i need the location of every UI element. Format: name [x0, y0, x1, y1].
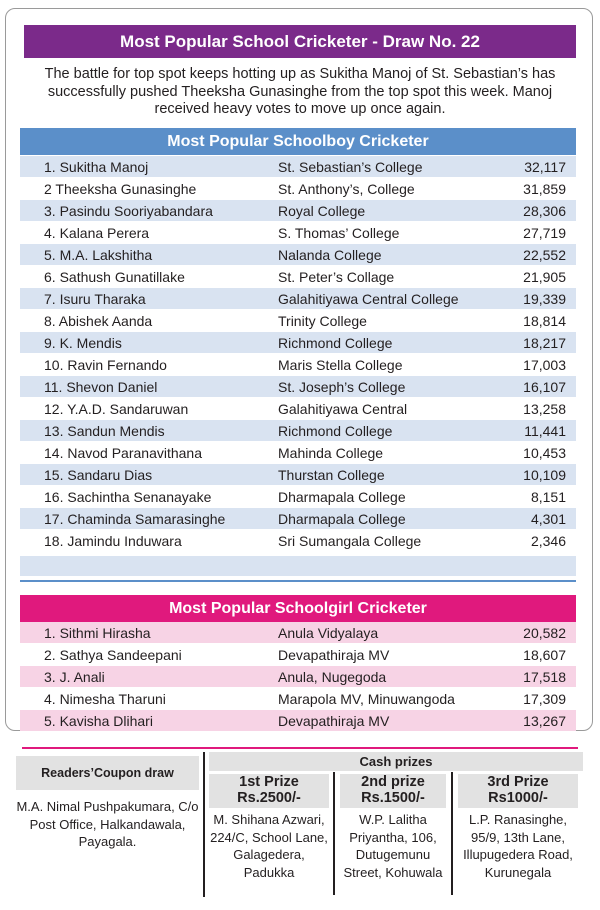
vote-count: 13,267 [523, 713, 566, 729]
school-name: Trinity College [278, 313, 367, 329]
school-name: Dharmapala College [278, 511, 406, 527]
school-name: Mahinda College [278, 445, 384, 461]
second-prize [340, 774, 446, 881]
list-item [20, 420, 576, 442]
player-name: 4. Kalana Perera [44, 225, 150, 241]
school-name: Richmond College [278, 335, 393, 351]
cash-prizes-heading: Cash prizes [209, 752, 583, 771]
school-name: Sri Sumangala College [278, 533, 422, 549]
prize-divider [333, 772, 335, 895]
player-name: 9. K. Mendis [44, 335, 122, 351]
school-name: Marapola MV, Minuwangoda [278, 691, 455, 707]
third-prize [458, 774, 578, 881]
player-name: 7. Isuru Tharaka [44, 291, 146, 307]
player-name: 14. Navod Paranavithana [44, 445, 202, 461]
footer-column-divider [203, 752, 205, 897]
player-name: 1. Sukitha Manoj [44, 159, 149, 175]
list-item [20, 288, 576, 310]
list-item [20, 398, 576, 420]
vote-count: 16,107 [523, 379, 566, 395]
vote-count: 10,453 [523, 445, 566, 461]
school-name: St. Peter’s Collage [278, 269, 395, 285]
first-prize [209, 774, 329, 881]
player-name: 10. Ravin Fernando [44, 357, 167, 373]
list-item [20, 442, 576, 464]
vote-count: 18,217 [523, 335, 566, 351]
school-name: Thurstan College [278, 467, 385, 483]
first-prize-title [209, 774, 329, 808]
list-item [20, 486, 576, 508]
footer-rule [22, 747, 578, 749]
school-name: Anula Vidyalaya [278, 625, 379, 641]
vote-count: 13,258 [523, 401, 566, 417]
vote-count: 31,859 [523, 181, 566, 197]
vote-count: 18,814 [523, 313, 566, 329]
list-item [20, 688, 576, 710]
second-prize-label: 2nd prize [361, 774, 425, 790]
list-item [20, 376, 576, 398]
school-name: Richmond College [278, 423, 393, 439]
vote-count: 28,306 [523, 203, 566, 219]
school-name: Devapathiraja MV [278, 647, 390, 663]
player-name: 15. Sandaru Dias [44, 467, 153, 483]
player-name: 12. Y.A.D. Sandaruwan [44, 401, 189, 417]
girls-ranking-list [20, 622, 576, 732]
player-name: 2. Sathya Sandeepani [44, 647, 182, 663]
list-item [20, 464, 576, 486]
player-name: 8. Abishek Aanda [44, 313, 153, 329]
player-name: 18. Jamindu Induwara [44, 533, 182, 549]
third-prize-winner: L.P. Ranasinghe, 95/9, 13th Lane, Illupugedera Road, Kurunegala [463, 812, 573, 880]
boys-ranking-list [20, 156, 576, 552]
first-prize-amount: Rs.2500/- [237, 789, 301, 806]
first-prize-label: 1st Prize [239, 774, 299, 790]
third-prize-amount: Rs1000/- [488, 789, 548, 806]
vote-count: 20,582 [523, 625, 566, 641]
vote-count: 32,117 [524, 159, 566, 175]
section-divider [20, 580, 576, 582]
list-item [20, 266, 576, 288]
school-name: Anula, Nugegoda [278, 669, 387, 685]
list-item [20, 644, 576, 666]
school-name: Devapathiraja MV [278, 713, 390, 729]
page-title: Most Popular School Cricketer - Draw No. 22 [24, 25, 576, 58]
school-name: Galahitiyawa Central [278, 401, 408, 417]
boys-list-footer-band [20, 556, 576, 576]
first-prize-winner: M. Shihana Azwari, 224/C, School Lane, Galagedera, Padukka [210, 812, 328, 880]
prize-divider [451, 772, 453, 895]
vote-count: 27,719 [523, 225, 566, 241]
school-name: Galahitiyawa Central College [278, 291, 459, 307]
second-prize-title [340, 774, 446, 808]
vote-count: 10,109 [523, 467, 566, 483]
list-item [20, 222, 576, 244]
player-name: 5. Kavisha Dlihari [44, 713, 153, 729]
player-name: 4. Nimesha Tharuni [44, 691, 166, 707]
list-item [20, 354, 576, 376]
vote-count: 17,309 [523, 691, 566, 707]
coupon-draw-heading: Readers’Coupon draw [16, 756, 199, 790]
school-name: Nalanda College [278, 247, 382, 263]
intro-paragraph: The battle for top spot keeps hotting up as Sukitha Manoj of St. Sebastian’s has successfully pushed Theeksha Gunasinghe from the top spot this week. Manoj received heavy votes to move up once again. [44, 66, 556, 117]
vote-count: 17,518 [523, 669, 566, 685]
third-prize-label: 3rd Prize [487, 774, 549, 790]
player-name: 16. Sachintha Senanayake [44, 489, 212, 505]
list-item [20, 666, 576, 688]
list-item [20, 332, 576, 354]
player-name: 3. J. Anali [44, 669, 105, 685]
girls-section-heading: Most Popular Schoolgirl Cricketer [20, 595, 576, 622]
player-name: 1. Sithmi Hirasha [44, 625, 151, 641]
list-item [20, 710, 576, 732]
vote-count: 19,339 [523, 291, 566, 307]
school-name: Royal College [278, 203, 366, 219]
school-name: Dharmapala College [278, 489, 406, 505]
school-name: S. Thomas’ College [278, 225, 400, 241]
list-item [20, 178, 576, 200]
vote-count: 4,301 [530, 511, 566, 527]
list-item [20, 200, 576, 222]
player-name: 3. Pasindu Sooriyabandara [44, 203, 213, 219]
school-name: St. Anthony’s, College [278, 181, 415, 197]
vote-count: 17,003 [523, 357, 566, 373]
third-prize-title [458, 774, 578, 808]
list-item [20, 310, 576, 332]
player-name: 11. Shevon Daniel [44, 379, 158, 395]
second-prize-winner: W.P. Lalitha Priyantha, 106, Dutugemunu Street, Kohuwala [343, 812, 443, 880]
vote-count: 11,441 [524, 423, 566, 439]
school-name: Maris Stella College [278, 357, 403, 373]
player-name: 17. Chaminda Samarasinghe [44, 511, 226, 527]
player-name: 2 Theeksha Gunasinghe [44, 181, 197, 197]
vote-count: 21,905 [523, 269, 566, 285]
player-name: 13. Sandun Mendis [44, 423, 165, 439]
player-name: 5. M.A. Lakshitha [44, 247, 153, 263]
school-name: St. Joseph’s College [278, 379, 406, 395]
vote-count: 22,552 [523, 247, 566, 263]
list-item [20, 244, 576, 266]
vote-count: 8,151 [530, 489, 566, 505]
vote-count: 18,607 [523, 647, 566, 663]
player-name: 6. Sathush Gunatillake [44, 269, 185, 285]
vote-count: 2,346 [530, 533, 566, 549]
coupon-draw-winner: M.A. Nimal Pushpakumara, C/o Post Office, Halkandawala, Payagala. [16, 799, 199, 849]
list-item [20, 156, 576, 178]
boys-section-heading: Most Popular Schoolboy Cricketer [20, 128, 576, 155]
list-item [20, 530, 576, 552]
list-item [20, 622, 576, 644]
school-name: St. Sebastian’s College [278, 159, 423, 175]
list-item [20, 508, 576, 530]
second-prize-amount: Rs.1500/- [361, 789, 425, 806]
